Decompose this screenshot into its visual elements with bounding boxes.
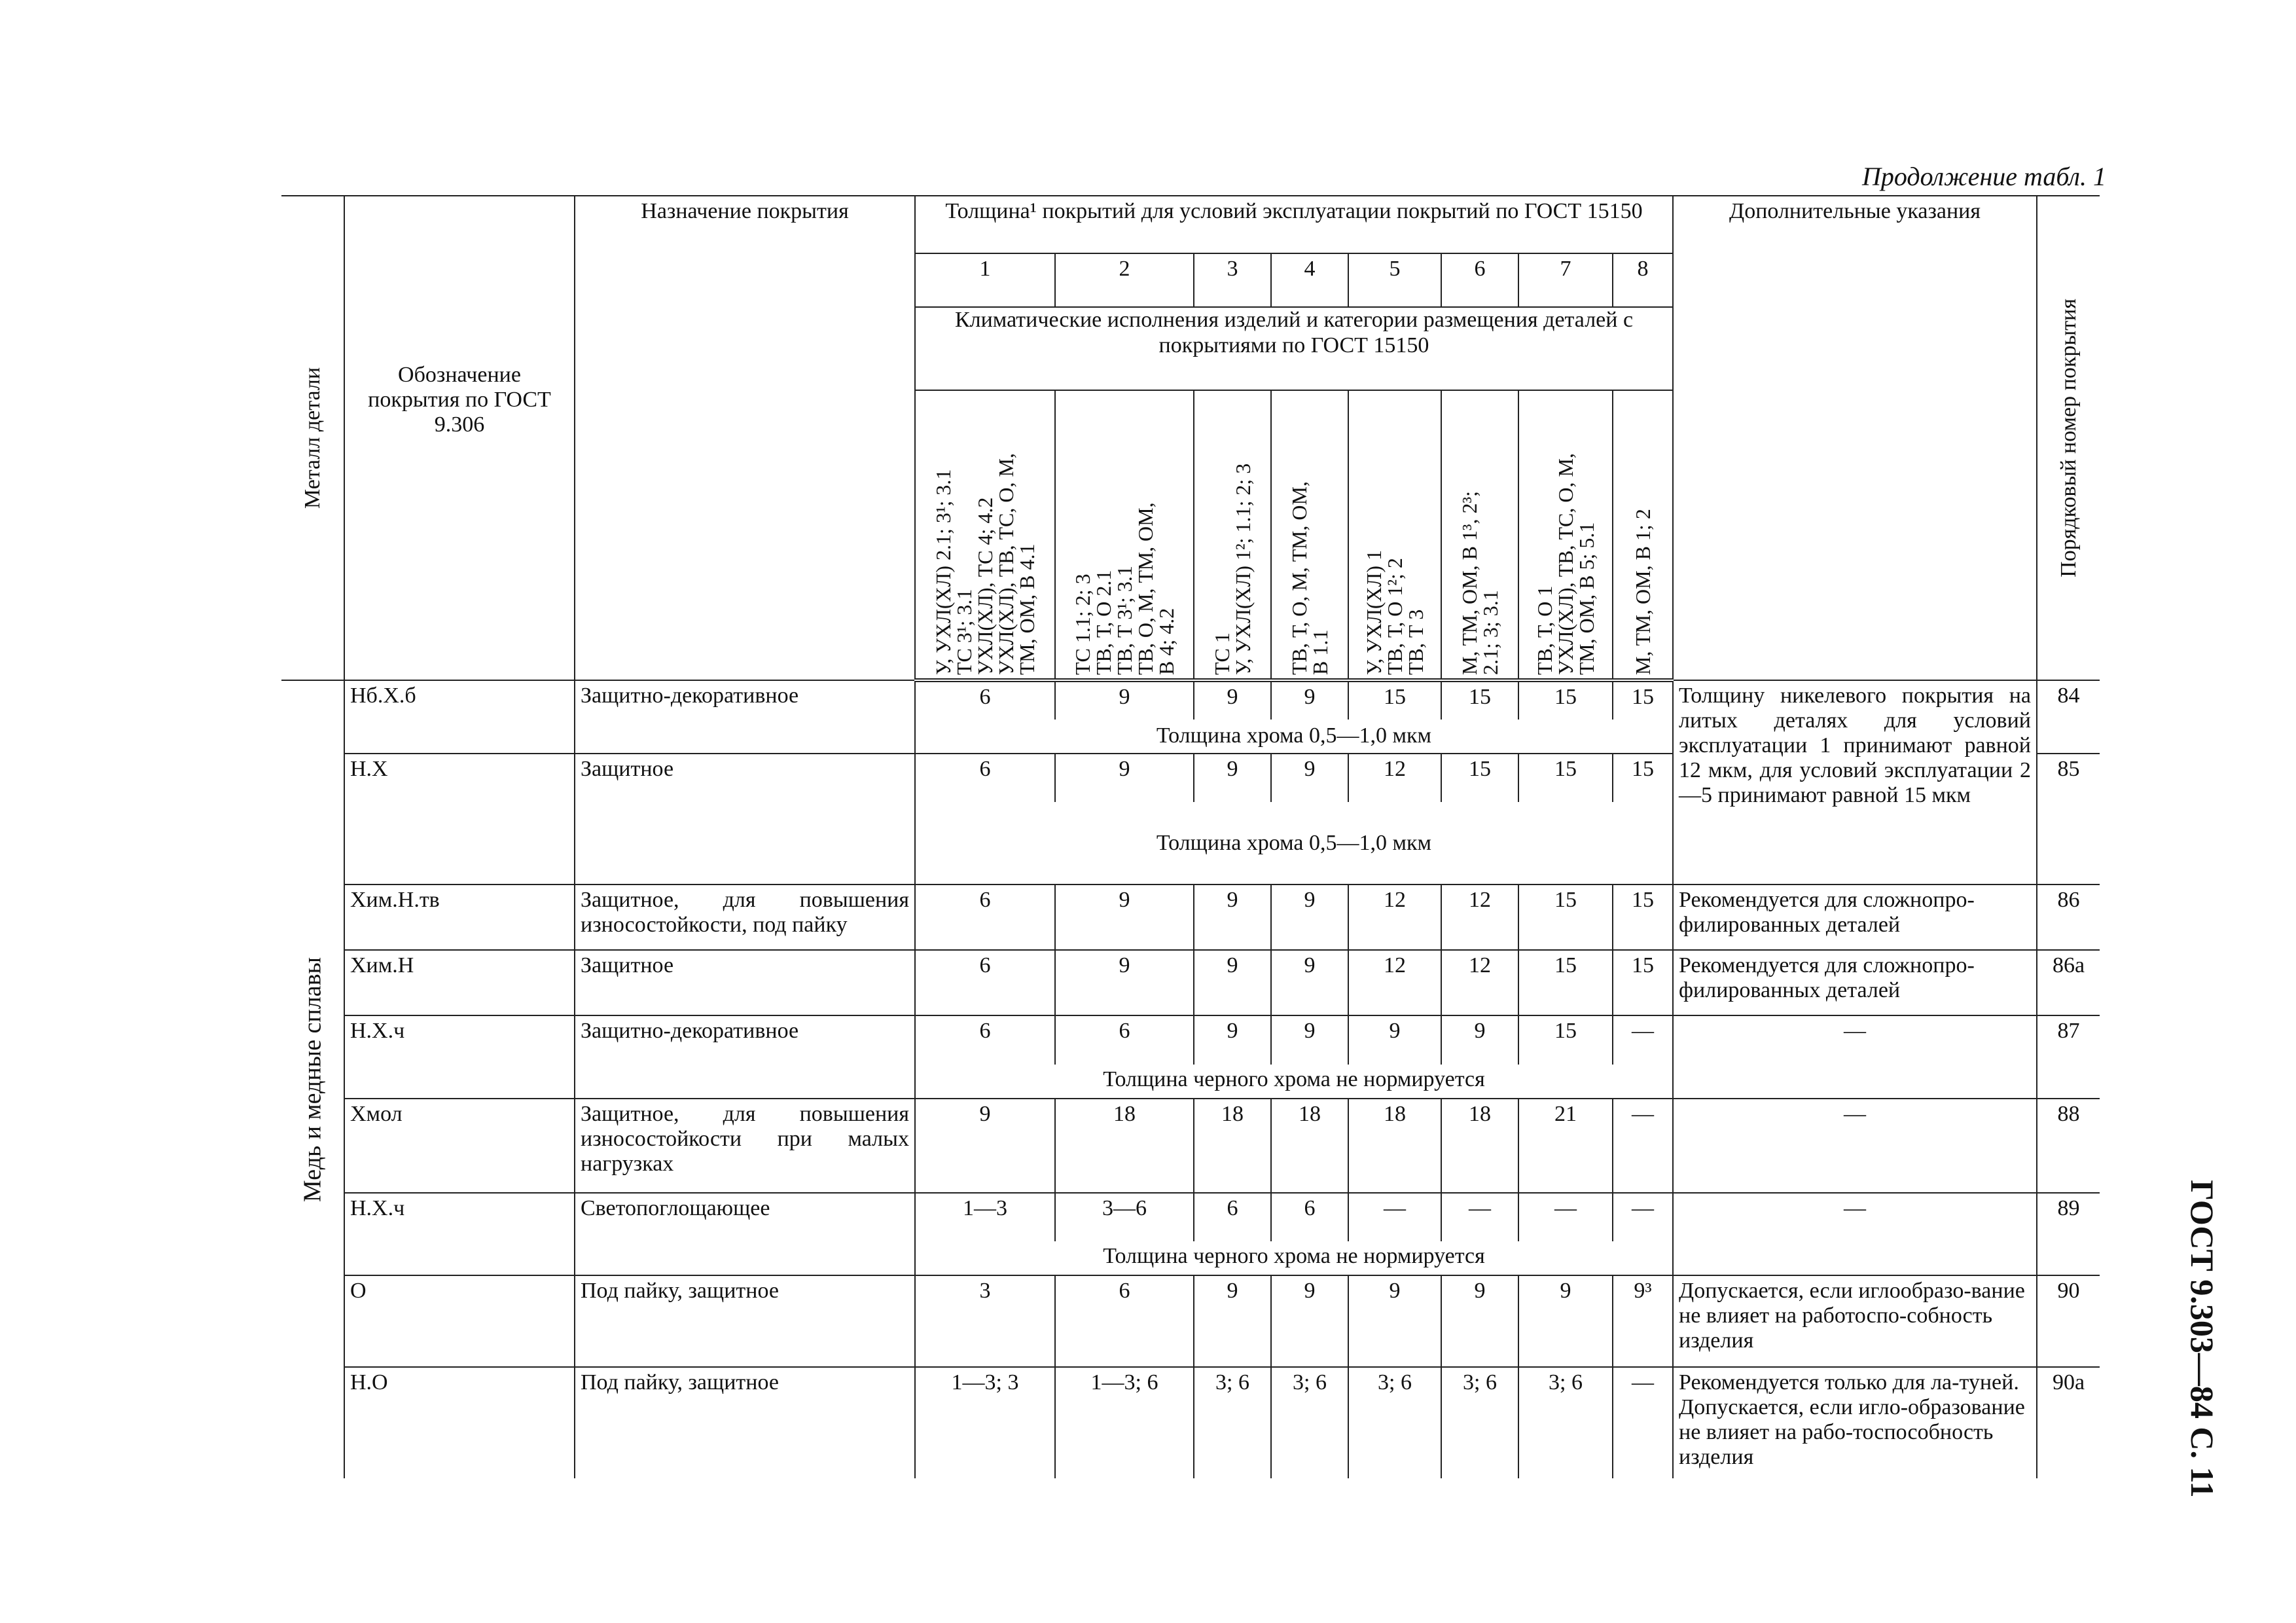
value-cell: —: [1613, 1193, 1673, 1241]
value-cell: —: [1613, 1099, 1673, 1193]
value-cell: —: [1441, 1193, 1518, 1241]
note-cell: Допускается, если иглообразо-вание не влияет на работоспо-собность изделия: [1673, 1275, 2037, 1367]
value-cell: 1—3: [915, 1193, 1055, 1241]
cond-5: 5: [1348, 253, 1441, 307]
header-thickness: Толщина¹ покрытий для условий эксплуатации покрытий по ГОСТ 15150: [915, 196, 1673, 253]
metal-group-cell: Медь и медные сплавы: [281, 680, 344, 1478]
value-cell: —: [1348, 1193, 1441, 1241]
purpose-cell: Под пайку, защитное: [575, 1275, 915, 1367]
value-cell: 9: [1348, 1275, 1441, 1367]
value-cell: 3; 6: [1348, 1367, 1441, 1478]
value-cell: 15: [1441, 754, 1518, 802]
value-cell: 3: [915, 1275, 1055, 1367]
value-cell: 6: [915, 884, 1055, 950]
cond-1: 1: [915, 253, 1055, 307]
value-cell: 9: [1271, 1015, 1348, 1064]
note-cell: Рекомендуется для сложнопро-филированных деталей: [1673, 884, 2037, 950]
note-cell: —: [1673, 1015, 2037, 1098]
value-cell: —: [1613, 1015, 1673, 1064]
value-cell: 15: [1518, 884, 1613, 950]
value-cell: 9: [1194, 1275, 1271, 1367]
table-row: [281, 1099, 2100, 1193]
cond-3: 3: [1194, 253, 1271, 307]
purpose-cell: Защитно-декоративное: [575, 680, 915, 754]
value-cell: 12: [1348, 754, 1441, 802]
cond-4: 4: [1271, 253, 1348, 307]
climatic-col-5: [1348, 390, 1441, 680]
value-cell: 6: [915, 680, 1055, 720]
value-cell: 6: [915, 1015, 1055, 1064]
designation-cell: Н.Х.ч: [344, 1193, 575, 1275]
value-cell: —: [1518, 1193, 1613, 1241]
climatic-col-4: [1271, 390, 1348, 680]
note-cell: Рекомендуется для сложнопро-филированных деталей: [1673, 950, 2037, 1015]
designation-cell: Нб.Х.б: [344, 680, 575, 754]
climatic-col-text: ТВ, Т, О, М, ТМ, ОМ, В 1.1: [1287, 481, 1332, 675]
purpose-cell: Защитное: [575, 754, 915, 884]
number-cell: 85: [2037, 754, 2100, 884]
value-cell: 9: [1271, 754, 1348, 802]
value-cell: 15: [1348, 680, 1441, 720]
value-cell: 12: [1441, 884, 1518, 950]
value-cell: 9: [1441, 1015, 1518, 1064]
note-cell: —: [1673, 1099, 2037, 1193]
number-cell: 90: [2037, 1275, 2100, 1367]
note-cell: Рекомендуется только для ла-туней. Допускается, если игло-образование не влияет на рабо-тоспособность изделия: [1673, 1367, 2037, 1478]
designation-cell: Н.Х: [344, 754, 575, 884]
value-cell: 9³: [1613, 1275, 1673, 1367]
number-cell: 86а: [2037, 950, 2100, 1015]
climatic-col-text: ТС 1.1; 2; 3 ТВ, Т, О 2.1 ТВ, Т 3¹; 3.1 ТВ, О, М, ТМ, ОМ, В 4; 4.2: [1071, 502, 1178, 675]
value-cell: 15: [1613, 754, 1673, 802]
value-cell: 1—3; 6: [1055, 1367, 1194, 1478]
value-cell: 3—6: [1055, 1193, 1194, 1241]
designation-cell: Хмол: [344, 1099, 575, 1193]
value-cell: 18: [1055, 1099, 1194, 1193]
value-cell: 9: [1194, 754, 1271, 802]
table-row: [281, 884, 2100, 950]
subnote-cell: Толщина хрома 0,5—1,0 мкм: [915, 802, 1673, 884]
cond-6: 6: [1441, 253, 1518, 307]
value-cell: 6: [1271, 1193, 1348, 1241]
value-cell: 3; 6: [1271, 1367, 1348, 1478]
subnote-cell: Толщина черного хрома не нормируется: [915, 1241, 1673, 1275]
climatic-col-8: [1613, 390, 1673, 680]
purpose-cell: Защитное: [575, 950, 915, 1015]
value-cell: 9: [1194, 884, 1271, 950]
climatic-col-text: М, ТМ, ОМ, В 1; 2: [1631, 508, 1655, 675]
number-cell: 84: [2037, 680, 2100, 754]
cond-7: 7: [1518, 253, 1613, 307]
shared-note-cell: Толщину никелевого покрытия на литых деталях для условий эксплуатации 1 принимают равной 12 мкм, для условий эксплуатации 2—5 принимают равной 15 мкм: [1673, 680, 2037, 884]
value-cell: 12: [1348, 884, 1441, 950]
cond-8: 8: [1613, 253, 1673, 307]
value-cell: 6: [1055, 1015, 1194, 1064]
value-cell: 9: [1055, 754, 1194, 802]
value-cell: 15: [1441, 680, 1518, 720]
cond-2: 2: [1055, 253, 1194, 307]
header-number: Порядковый номер покрытия: [2037, 196, 2100, 680]
value-cell: 9: [1441, 1275, 1518, 1367]
header-purpose: Назначение покрытия: [575, 196, 915, 680]
climatic-col-text: У, УХЛ(ХЛ) 2.1; 3¹; 3.1 ТС 3¹; 3.1 УХЛ(ХЛ), ТС 4; 4.2 УХЛ(ХЛ), ТВ, ТС, О, М, ТМ, ОМ, В 4.1: [931, 452, 1039, 675]
climatic-col-3: [1194, 390, 1271, 680]
designation-cell: Н.Х.ч: [344, 1015, 575, 1098]
value-cell: 12: [1441, 950, 1518, 1015]
designation-cell: Хим.Н.тв: [344, 884, 575, 950]
value-cell: 6: [915, 950, 1055, 1015]
climatic-col-text: У, УХЛ(ХЛ) 1 ТВ, Т, О 1²; 2 ТВ, Т 3: [1362, 549, 1427, 675]
value-cell: 3; 6: [1518, 1367, 1613, 1478]
value-cell: 18: [1348, 1099, 1441, 1193]
table-row: [281, 1367, 2100, 1478]
continuation-label: Продолжение табл. 1: [1861, 162, 2106, 191]
value-cell: 6: [915, 754, 1055, 802]
note-cell: —: [1673, 1193, 2037, 1275]
number-cell: 90а: [2037, 1367, 2100, 1478]
value-cell: 15: [1518, 680, 1613, 720]
value-cell: 18: [1441, 1099, 1518, 1193]
value-cell: 9: [1271, 884, 1348, 950]
designation-cell: Хим.Н: [344, 950, 575, 1015]
climatic-col-2: [1055, 390, 1194, 680]
purpose-cell: Защитное, для повышения износостойкости при малых нагрузках: [575, 1099, 915, 1193]
table-row: [281, 1275, 2100, 1367]
value-cell: 9: [1055, 950, 1194, 1015]
climatic-col-text: М, ТМ, ОМ, В 1³, 2³; 2.1; 3; 3.1: [1458, 490, 1502, 675]
value-cell: 9: [1518, 1275, 1613, 1367]
value-cell: 9: [915, 1099, 1055, 1193]
value-cell: 9: [1055, 884, 1194, 950]
number-cell: 88: [2037, 1099, 2100, 1193]
value-cell: 21: [1518, 1099, 1613, 1193]
value-cell: 9: [1055, 680, 1194, 720]
subnote-cell: Толщина хрома 0,5—1,0 мкм: [915, 720, 1673, 754]
value-cell: 18: [1194, 1099, 1271, 1193]
value-cell: 12: [1348, 950, 1441, 1015]
table-row: [281, 680, 2100, 720]
climatic-col-1: [915, 390, 1055, 680]
value-cell: 6: [1055, 1275, 1194, 1367]
header-notes: Дополнительные указания: [1673, 196, 2037, 680]
value-cell: 1—3; 3: [915, 1367, 1055, 1478]
header-designation: Обозначение покрытия по ГОСТ 9.306: [344, 196, 575, 680]
value-cell: 15: [1613, 680, 1673, 720]
purpose-cell: Защитное, для повышения износостойкости, под пайку: [575, 884, 915, 950]
value-cell: 15: [1518, 1015, 1613, 1064]
purpose-cell: Светопоглощающее: [575, 1193, 915, 1275]
value-cell: 9: [1348, 1015, 1441, 1064]
table-row: [281, 950, 2100, 1015]
value-cell: 3; 6: [1441, 1367, 1518, 1478]
value-cell: 3; 6: [1194, 1367, 1271, 1478]
header-climatic: Климатические исполнения изделий и категории размещения деталей с покрытиями по ГОСТ 15150: [915, 307, 1673, 390]
climatic-col-text: ТС 1 У, УХЛ(ХЛ) 1²; 1.1; 2; 3: [1210, 463, 1255, 675]
designation-cell: О: [344, 1275, 575, 1367]
number-cell: 87: [2037, 1015, 2100, 1098]
value-cell: 15: [1518, 950, 1613, 1015]
subnote-cell: Толщина черного хрома не нормируется: [915, 1065, 1673, 1099]
value-cell: 15: [1518, 754, 1613, 802]
climatic-col-6: [1441, 390, 1518, 680]
purpose-cell: Защитно-декоративное: [575, 1015, 915, 1098]
climatic-col-text: ТВ, Т, О 1 УХЛ(ХЛ), ТВ, ТС, О, М, ТМ, ОМ, В 5; 5.1: [1533, 452, 1598, 675]
header-metal: Металл детали: [281, 196, 344, 680]
value-cell: 9: [1194, 950, 1271, 1015]
number-cell: 89: [2037, 1193, 2100, 1275]
value-cell: 9: [1194, 1015, 1271, 1064]
value-cell: 9: [1271, 1275, 1348, 1367]
value-cell: 15: [1613, 884, 1673, 950]
climatic-col-7: [1518, 390, 1613, 680]
value-cell: —: [1613, 1367, 1673, 1478]
value-cell: 15: [1613, 950, 1673, 1015]
coating-table: [281, 195, 2100, 1478]
value-cell: 6: [1194, 1193, 1271, 1241]
number-cell: 86: [2037, 884, 2100, 950]
purpose-cell: Под пайку, защитное: [575, 1367, 915, 1478]
value-cell: 9: [1271, 950, 1348, 1015]
value-cell: 9: [1194, 680, 1271, 720]
table-row: [281, 1015, 2100, 1064]
value-cell: 9: [1271, 680, 1348, 720]
value-cell: 18: [1271, 1099, 1348, 1193]
designation-cell: Н.О: [344, 1367, 575, 1478]
table-row: [281, 1193, 2100, 1241]
document-side-label: ГОСТ 9.303—84 С. 11: [2184, 1180, 2221, 1498]
